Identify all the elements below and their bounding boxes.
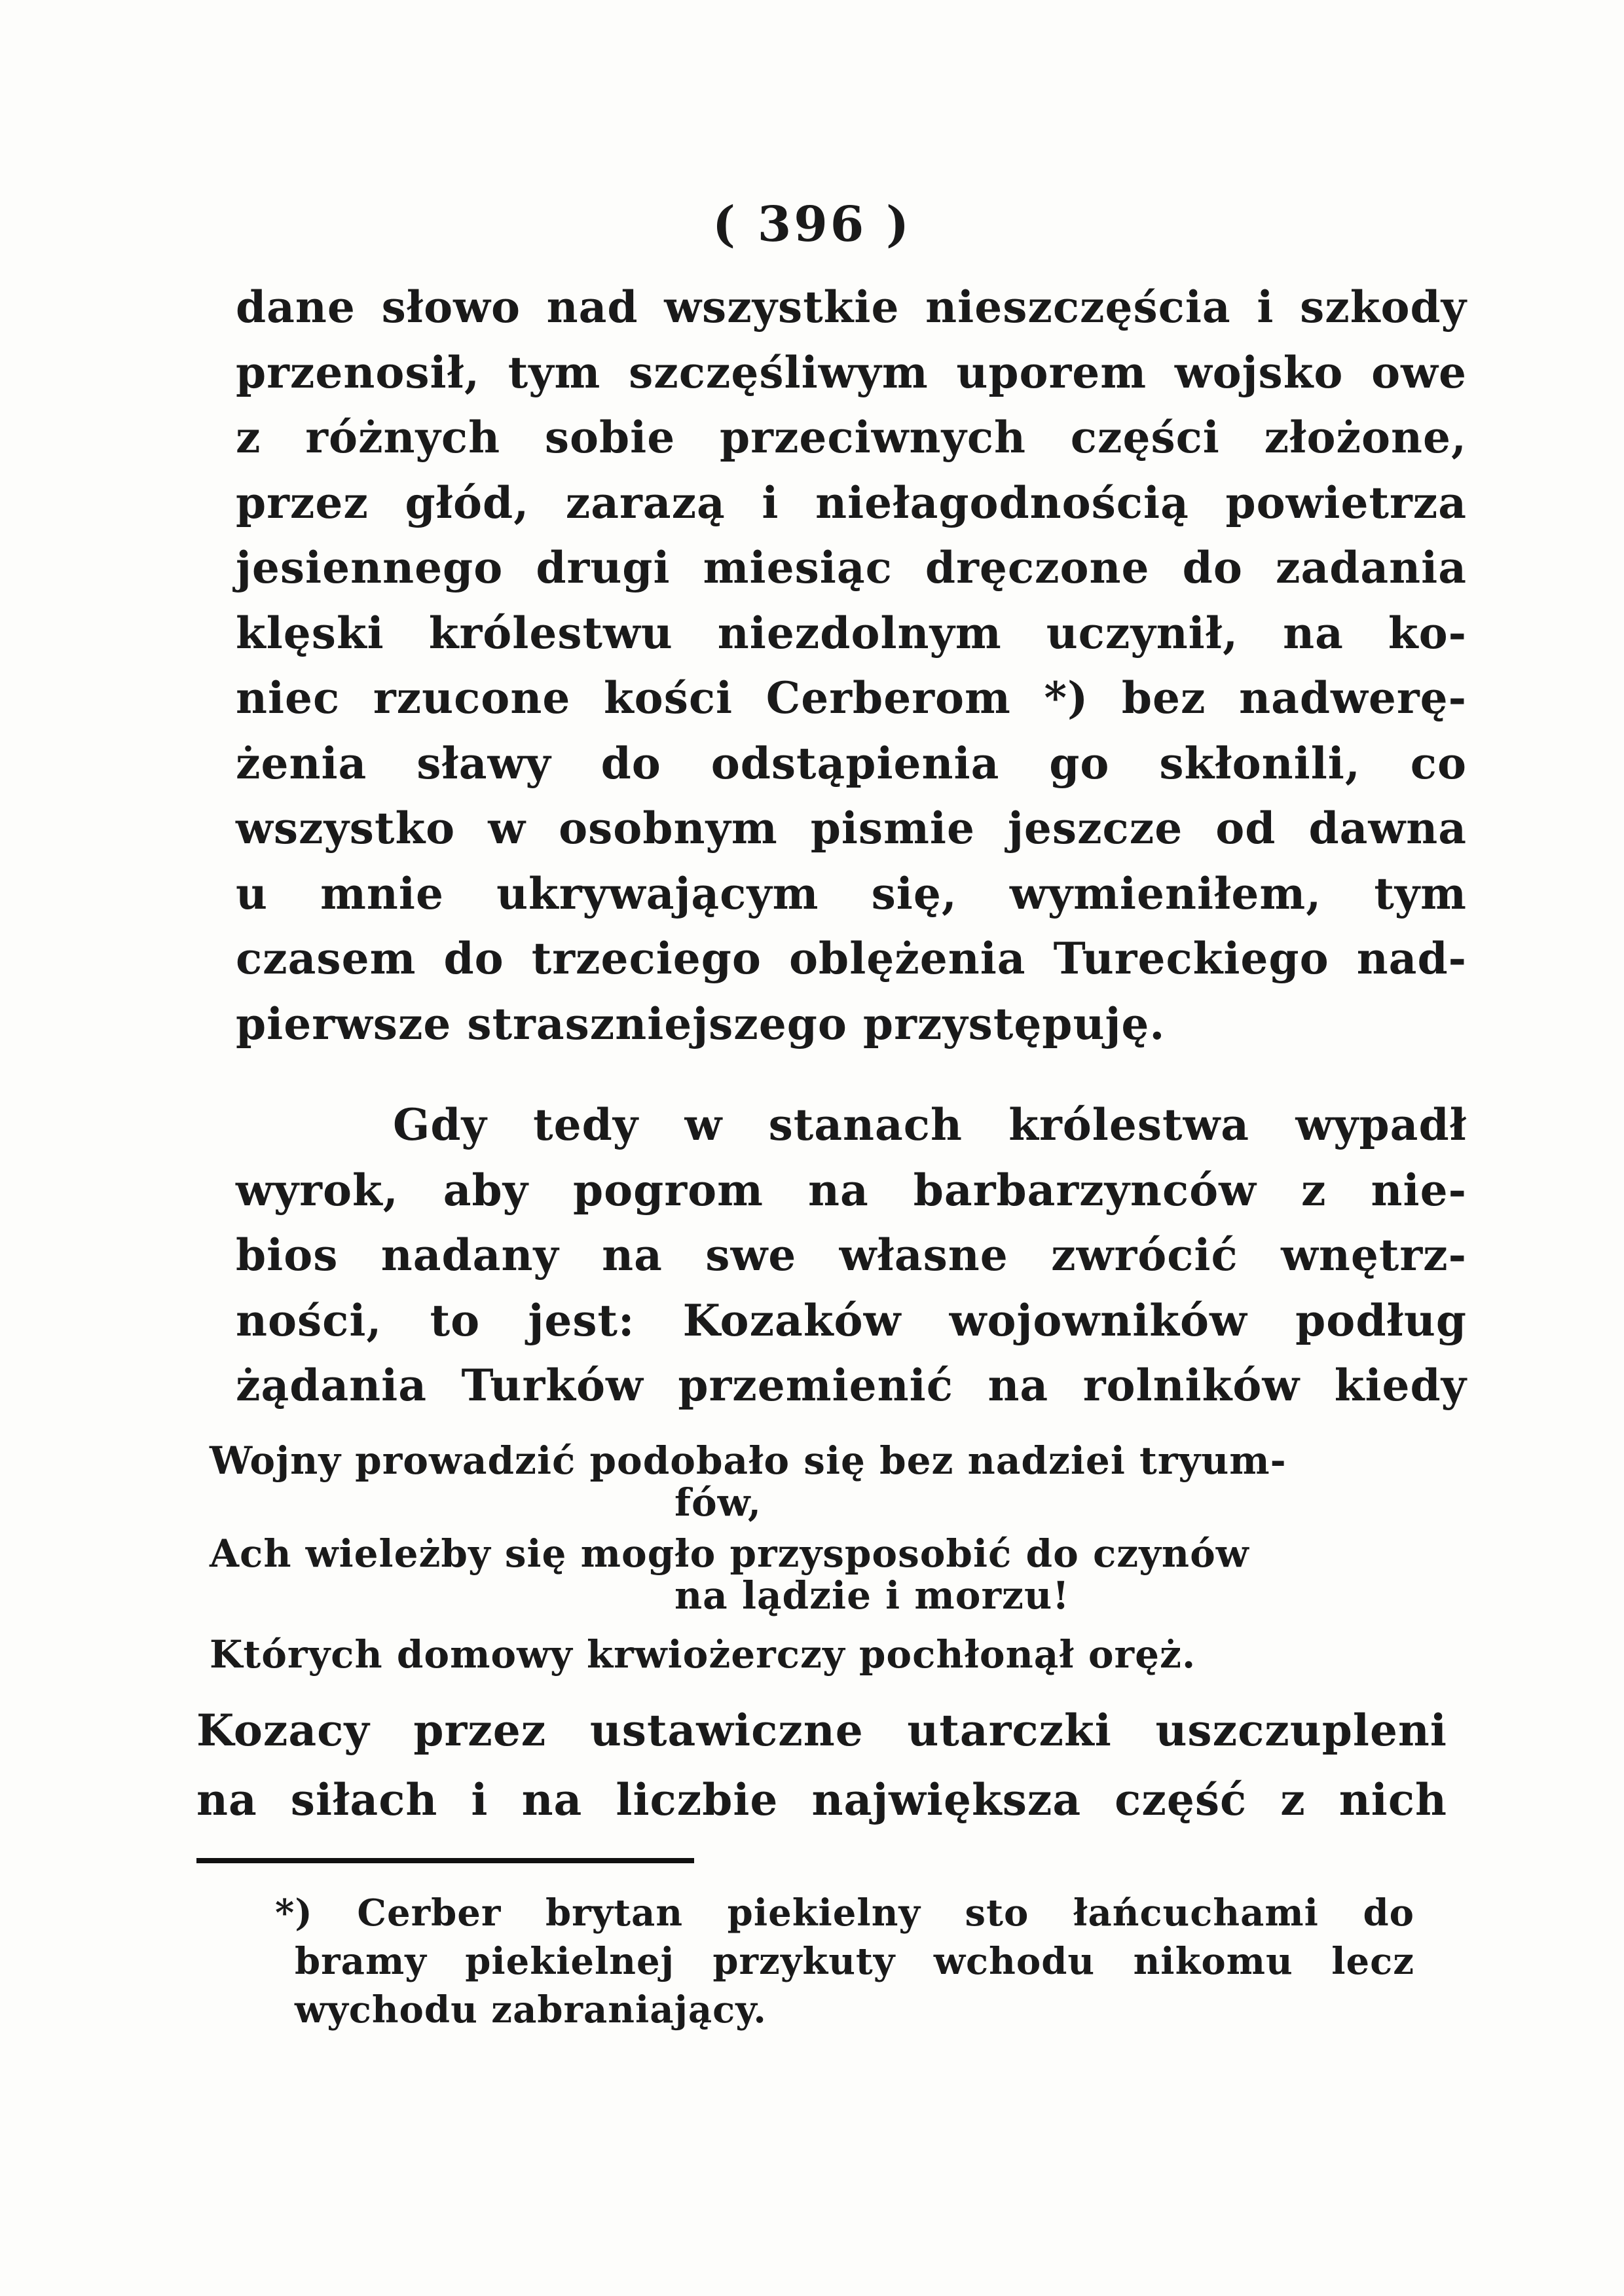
verse-line: Wojny prowadzić podobało się bez nadziei tryum- — [210, 1438, 1287, 1483]
verse-block — [210, 1437, 1454, 1678]
paragraph-gap — [236, 1057, 1467, 1093]
text-line: przez głód, zarazą i niełagodnością powietrza — [236, 477, 1467, 528]
text-line: czasem do trzeciego oblężenia Tureckiego nad- — [236, 933, 1467, 984]
footnote-line: wychodu zabraniający. — [295, 1988, 767, 2032]
text-line: Gdy tedy w stanach królestwa wypadł — [393, 1099, 1467, 1150]
verse-line-continuation: na lądzie i morzu! — [674, 1573, 1070, 1618]
text-line: klęski królestwu niezdolnym uczynił, na ko- — [236, 607, 1467, 659]
footnote-line: bramy piekielnej przykuty wchodu nikomu lecz — [295, 1940, 1414, 1983]
text-line: z różnych sobie przeciwnych części złożone, — [236, 412, 1467, 463]
text-line: jesiennego drugi miesiąc dręczone do zadania — [236, 542, 1467, 593]
text-line: Kozacy przez ustawiczne utarczki uszczupleni — [196, 1705, 1447, 1756]
closing-text — [196, 1696, 1447, 1834]
text-line: bios nadany na swe własne zwrócić wnętrz- — [236, 1230, 1467, 1281]
text-line: ności, to jest: Kozaków wojowników podług — [236, 1294, 1467, 1346]
verse-line: Ach wieleżby się mogło przysposobić do czynów — [210, 1531, 1249, 1576]
text-line: pierwsze straszniejszego przystępuję. — [236, 998, 1166, 1049]
page-number: ( 396 ) — [712, 196, 912, 253]
main-text — [236, 275, 1467, 1419]
text-line: wyrok, aby pogrom na barbarzynców z nie- — [236, 1164, 1467, 1216]
text-line: przenosił, tym szczęśliwym uporem wojsko owe — [236, 346, 1467, 398]
text-line: wszystko w osobnym pismie jeszcze od dawna — [236, 803, 1467, 854]
text-line: niec rzucone kości Cerberom *) bez nadwerę- — [236, 672, 1467, 723]
text-line: żądania Turków przemienić na rolników kiedy — [236, 1360, 1467, 1411]
footnote-divider — [196, 1858, 694, 1863]
footnote — [275, 1889, 1414, 2034]
text-line: dane słowo nad wszystkie nieszczęścia i szkody — [236, 282, 1467, 333]
verse-line-continuation: fów, — [674, 1480, 762, 1525]
text-line: na siłach i na liczbie największa część z nich — [196, 1774, 1447, 1825]
text-line: żenia sławy do odstąpienia go skłonili, co — [236, 737, 1467, 789]
verse-line: Których domowy krwiożerczy pochłonął oręż. — [210, 1632, 1196, 1677]
text-line: u mnie ukrywającym się, wymieniłem, tym — [236, 867, 1467, 919]
footnote-line: *) Cerber brytan piekielny sto łańcuchami do — [275, 1891, 1414, 1935]
